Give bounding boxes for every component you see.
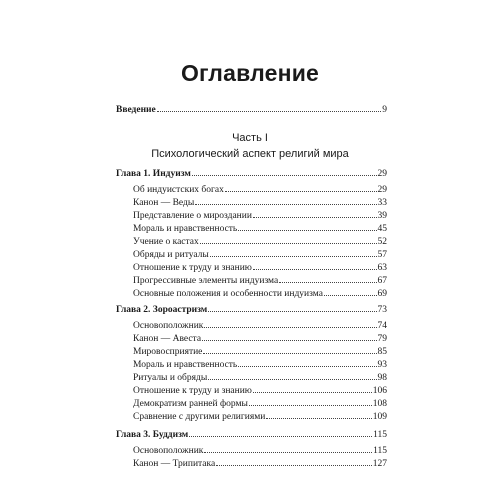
toc-entry-label: Основоположник xyxy=(133,321,204,331)
toc-entry-label: Демократизм ранней формы xyxy=(133,399,248,409)
toc-entry-label: Представление о мироздании xyxy=(133,211,252,221)
dot-leader xyxy=(195,204,376,205)
toc-entry xyxy=(133,197,387,209)
dot-leader xyxy=(208,311,376,312)
toc-entry xyxy=(133,236,387,248)
dot-leader xyxy=(210,256,377,257)
dot-leader xyxy=(238,366,376,367)
toc-entry xyxy=(133,398,387,410)
toc-entry-page: 98 xyxy=(377,373,387,383)
dot-leader xyxy=(200,243,377,244)
dot-leader xyxy=(203,353,376,354)
toc-entry-page: 9 xyxy=(382,105,387,115)
toc-chapter-2 xyxy=(116,304,387,316)
toc-entry xyxy=(133,458,387,470)
toc-entry-page: 63 xyxy=(377,263,387,273)
dot-leader xyxy=(266,418,371,419)
toc-entry xyxy=(133,249,387,261)
toc-entry-page: 73 xyxy=(377,305,387,315)
toc-entry-page: 69 xyxy=(377,289,387,299)
toc-entry-page: 74 xyxy=(377,321,387,331)
toc-entry-label: Основные положения и особенности индуизма xyxy=(133,289,323,299)
toc-chapter-3 xyxy=(116,429,387,441)
toc-entry-label: Глава 1. Индуизм xyxy=(116,169,191,179)
toc-entry-label: Глава 3. Буддизм xyxy=(116,430,189,440)
toc-entry xyxy=(133,372,387,384)
toc-entry-page: 57 xyxy=(377,250,387,260)
toc-entry xyxy=(133,346,387,358)
toc-entry-label: Канон — Трипитака xyxy=(133,459,216,469)
toc-entry-label: Учение о кастах xyxy=(133,237,199,247)
toc-entry xyxy=(133,320,387,332)
toc-entry xyxy=(133,288,387,300)
toc-entry-page: 29 xyxy=(377,169,387,179)
dot-leader xyxy=(192,175,377,176)
toc-entry-label: Глава 2. Зороастризм xyxy=(116,305,208,315)
toc-entry-label: Канон — Авеста xyxy=(133,334,202,344)
dot-leader xyxy=(208,379,376,380)
dot-leader xyxy=(249,405,372,406)
dot-leader xyxy=(279,282,376,283)
toc-entry-label: Основоположник xyxy=(133,446,204,456)
dot-leader xyxy=(204,327,376,328)
dot-leader xyxy=(253,269,377,270)
toc-entry-page: 79 xyxy=(377,334,387,344)
toc-entry-label: Введение xyxy=(116,105,156,115)
toc-entry xyxy=(133,385,387,397)
toc-entry-label: Прогрессивные элементы индуизма xyxy=(133,276,279,286)
toc-entry-intro xyxy=(116,104,387,116)
toc-entry xyxy=(133,262,387,274)
toc-entry-label: Об индуистских богах xyxy=(133,185,224,195)
toc-entry xyxy=(133,223,387,235)
toc-entry xyxy=(133,359,387,371)
toc-entry-page: 109 xyxy=(372,412,387,422)
part-title: Психологический аспект религий мира xyxy=(151,148,349,160)
toc-entry-page: 67 xyxy=(377,276,387,286)
toc-entry-page: 106 xyxy=(372,386,387,396)
toc-entry-label: Обряды и ритуалы xyxy=(133,250,209,260)
toc-entry-page: 33 xyxy=(377,198,387,208)
toc-entry-page: 52 xyxy=(377,237,387,247)
toc-entry xyxy=(133,411,387,423)
toc-entry-page: 127 xyxy=(372,459,387,469)
toc-entry-label: Мораль и нравственность xyxy=(133,224,238,234)
toc-entry-label: Мировосприятие xyxy=(133,347,203,357)
toc-chapter-1 xyxy=(116,168,387,180)
toc-entry-page: 39 xyxy=(377,211,387,221)
dot-leader xyxy=(225,191,377,192)
part-label: Часть I xyxy=(232,132,268,144)
dot-leader xyxy=(189,436,372,437)
dot-leader xyxy=(204,452,372,453)
page-title: Оглавление xyxy=(180,60,320,86)
toc-entry xyxy=(133,184,387,196)
dot-leader xyxy=(253,217,377,218)
toc-entry-label: Ритуалы и обряды xyxy=(133,373,208,383)
toc-entry xyxy=(133,275,387,287)
toc-entry-page: 85 xyxy=(377,347,387,357)
dot-leader xyxy=(238,230,376,231)
toc-entry-label: Канон — Веды xyxy=(133,198,195,208)
toc-entry-label: Отношение к труду и знанию xyxy=(133,263,252,273)
dot-leader xyxy=(324,295,377,296)
toc-entry xyxy=(133,445,387,457)
toc-entry-page: 115 xyxy=(373,430,387,440)
toc-entry-page: 108 xyxy=(372,399,387,409)
dot-leader xyxy=(157,111,382,112)
toc-entry-page: 93 xyxy=(377,360,387,370)
toc-entry xyxy=(133,210,387,222)
toc-entry-label: Отношение к труду и знанию xyxy=(133,386,252,396)
dot-leader xyxy=(202,340,376,341)
dot-leader xyxy=(216,465,372,466)
toc-entry-page: 29 xyxy=(377,185,387,195)
toc-entry-label: Сравнение с другими религиями xyxy=(133,412,266,422)
toc-entry-page: 45 xyxy=(377,224,387,234)
dot-leader xyxy=(253,392,372,393)
toc-entry-page: 115 xyxy=(373,446,387,456)
toc-entry xyxy=(133,333,387,345)
toc-entry-label: Мораль и нравственность xyxy=(133,360,238,370)
